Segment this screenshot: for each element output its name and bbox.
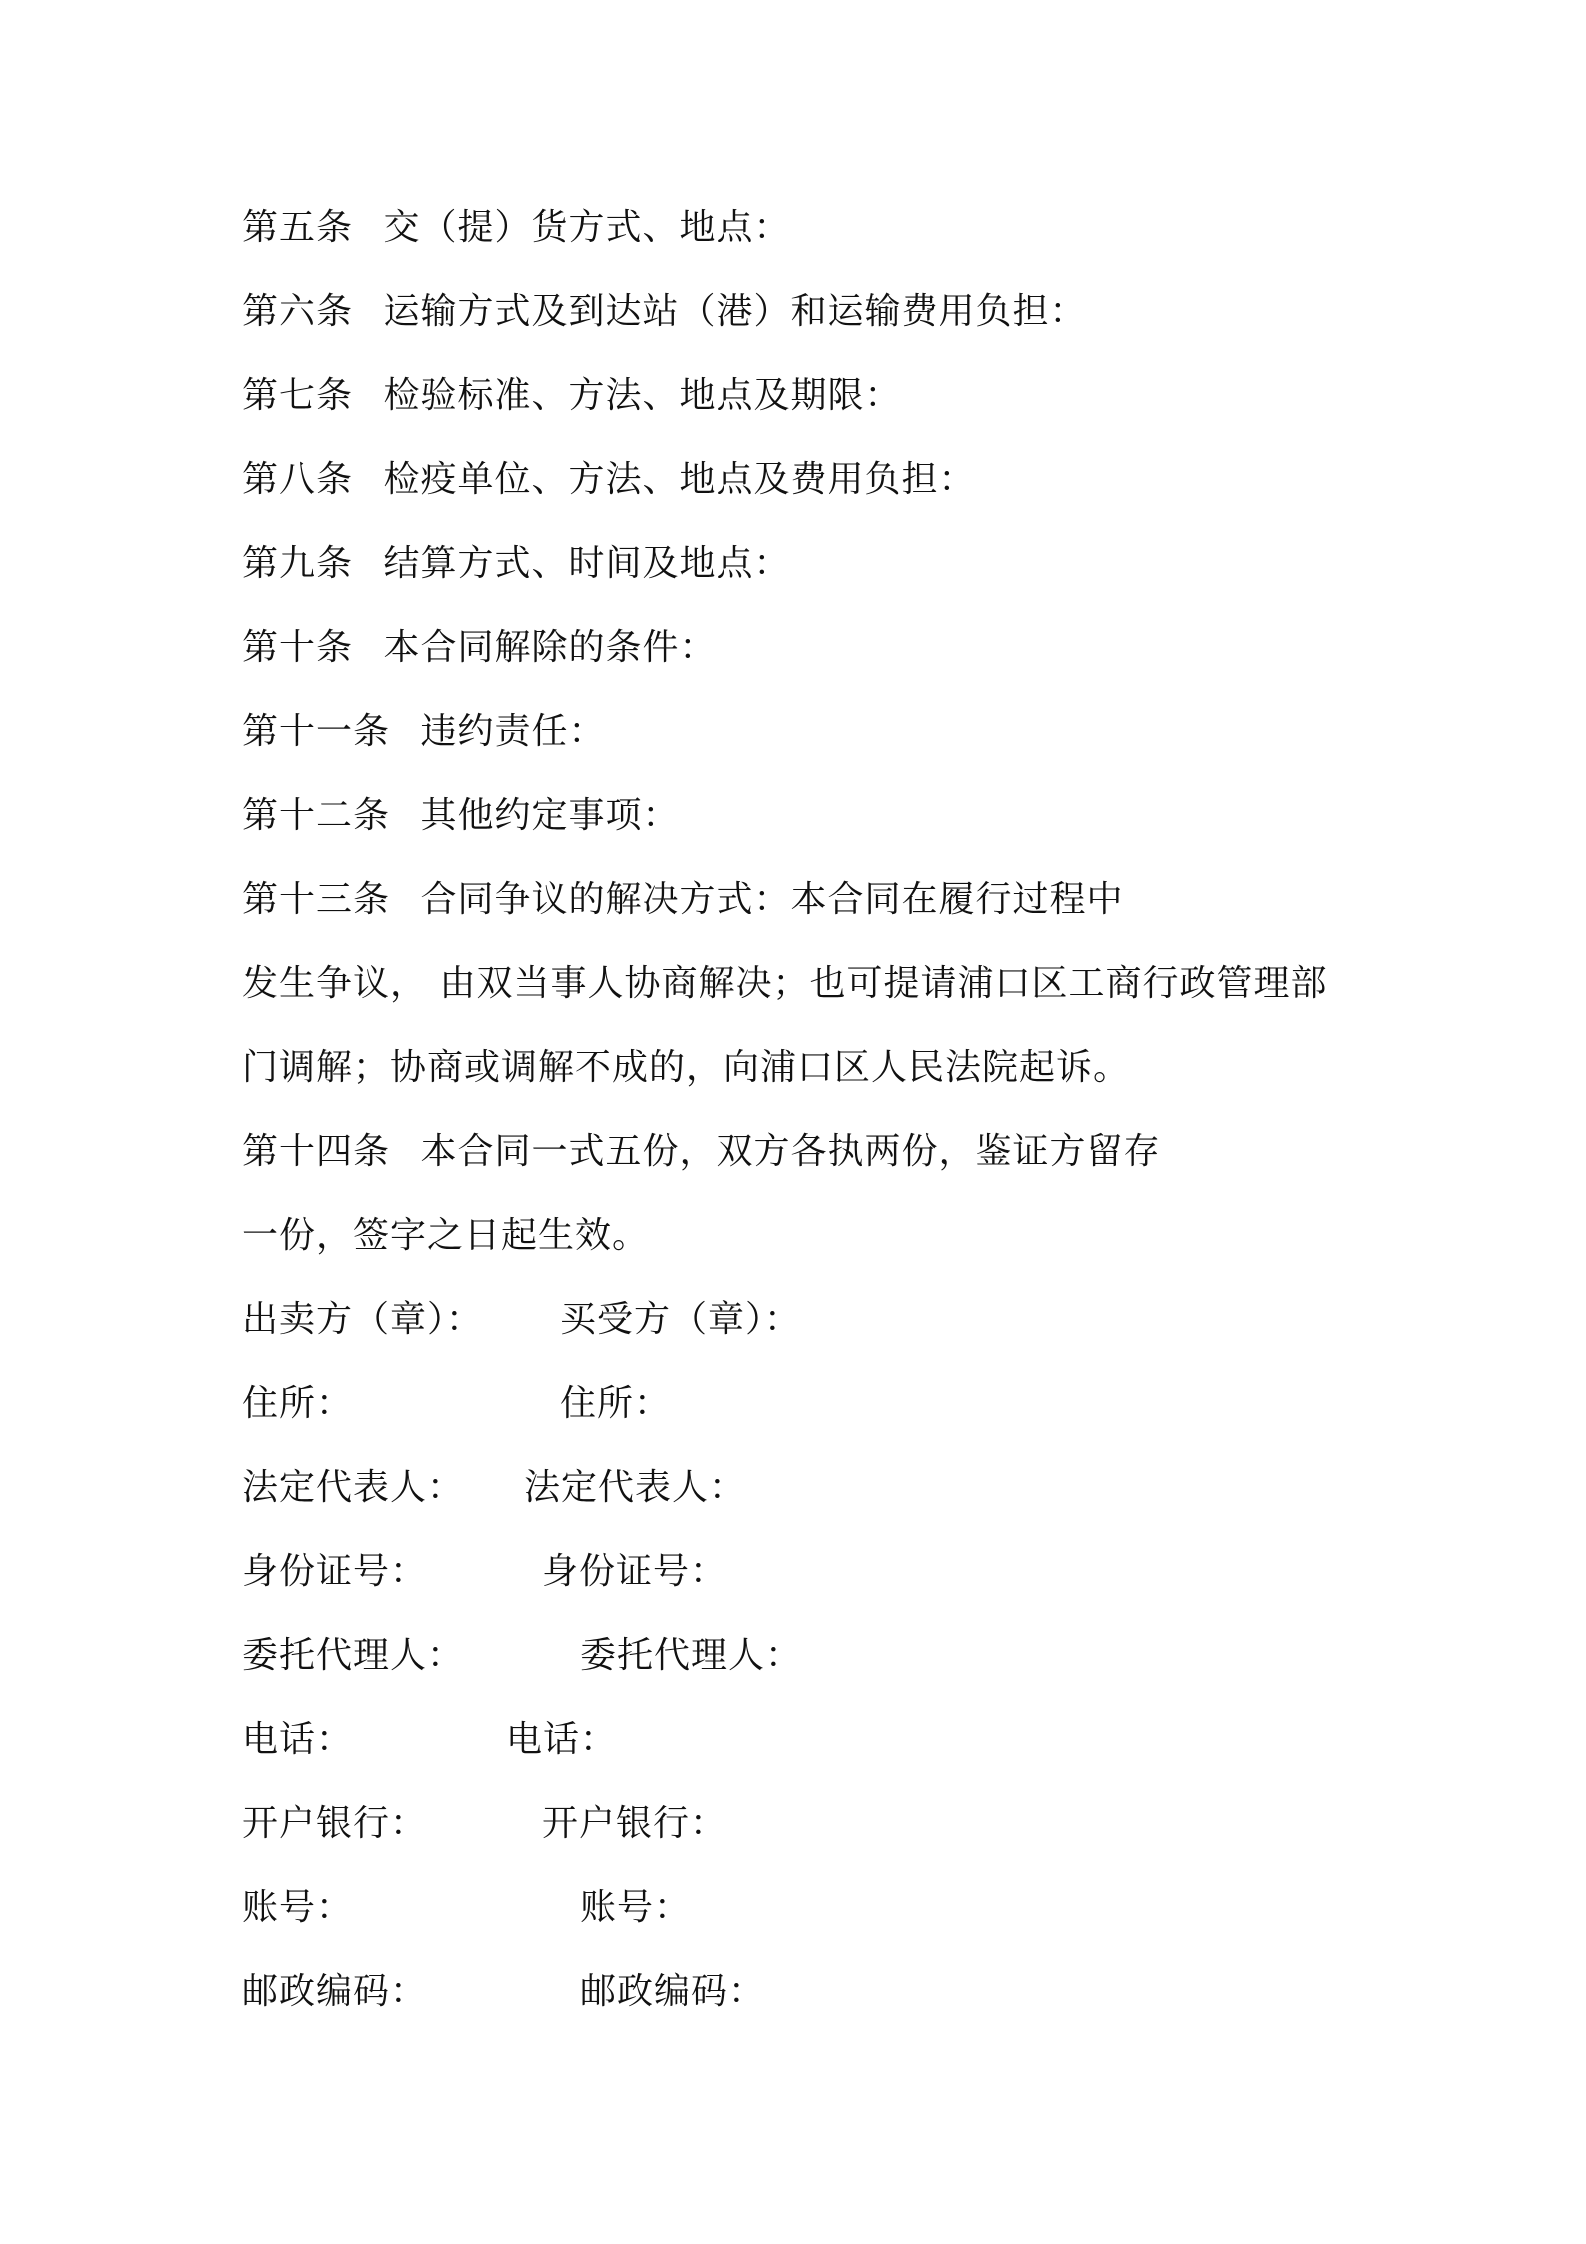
buyer-label: 邮政编码： bbox=[580, 1971, 766, 2012]
article-14 bbox=[242, 1130, 1160, 1174]
buyer-label: 委托代理人： bbox=[580, 1635, 803, 1676]
article-11 bbox=[242, 710, 605, 754]
buyer-label: 电话： bbox=[506, 1719, 618, 1760]
buyer-label: 住所： bbox=[560, 1383, 672, 1424]
signature-row-seal bbox=[242, 1298, 1342, 1342]
article-8 bbox=[242, 458, 975, 502]
signature-row-bank bbox=[242, 1802, 1342, 1846]
article-13-continuation-2 bbox=[242, 1046, 1130, 1090]
signature-row-address bbox=[242, 1382, 1342, 1426]
seller-label: 电话： bbox=[242, 1719, 354, 1760]
buyer-label: 法定代表人： bbox=[524, 1467, 747, 1508]
buyer-label: 开户银行： bbox=[542, 1803, 728, 1844]
seller-label: 开户银行： bbox=[242, 1803, 428, 1844]
article-text: 本合同解除的条件： bbox=[383, 627, 717, 668]
article-9 bbox=[242, 542, 790, 586]
article-number: 第九条 bbox=[242, 543, 354, 584]
article-7 bbox=[242, 374, 901, 418]
seller-label: 出卖方（章）： bbox=[242, 1299, 484, 1340]
article-text: 本合同一式五份，双方各执两份，鉴证方留存 bbox=[420, 1131, 1161, 1172]
article-text: 结算方式、时间及地点： bbox=[383, 543, 791, 584]
seller-label: 法定代表人： bbox=[242, 1467, 465, 1508]
signature-row-id bbox=[242, 1550, 1342, 1594]
article-text: 违约责任： bbox=[420, 711, 606, 752]
article-5 bbox=[242, 206, 790, 250]
article-number: 第六条 bbox=[242, 291, 354, 332]
article-number: 第十一条 bbox=[242, 711, 391, 752]
article-number: 第十三条 bbox=[242, 879, 391, 920]
signature-row-phone bbox=[242, 1718, 1342, 1762]
article-12 bbox=[242, 794, 679, 838]
article-text: 门调解；协商或调解不成的，向浦口区人民法院起诉。 bbox=[242, 1047, 1131, 1088]
seller-label: 身份证号： bbox=[242, 1551, 428, 1592]
article-text: 检疫单位、方法、地点及费用负担： bbox=[383, 459, 976, 500]
buyer-label: 账号： bbox=[580, 1887, 692, 1928]
article-text: 合同争议的解决方式：本合同在履行过程中 bbox=[420, 879, 1124, 920]
seller-label: 邮政编码： bbox=[242, 1971, 428, 2012]
article-text: 交（提）货方式、地点： bbox=[383, 207, 791, 248]
article-number: 第七条 bbox=[242, 375, 354, 416]
article-text: 发生争议， 由双当事人协商解决；也可提请浦口区工商行政管理部 bbox=[242, 963, 1328, 1004]
signature-row-postcode bbox=[242, 1970, 1342, 2014]
article-14-continuation bbox=[242, 1214, 649, 1258]
article-number: 第十四条 bbox=[242, 1131, 391, 1172]
article-text: 检验标准、方法、地点及期限： bbox=[383, 375, 902, 416]
signature-row-account bbox=[242, 1886, 1342, 1930]
article-number: 第十条 bbox=[242, 627, 354, 668]
article-13 bbox=[242, 878, 1123, 922]
seller-label: 委托代理人： bbox=[242, 1635, 465, 1676]
article-6 bbox=[242, 290, 1086, 334]
article-13-continuation-1 bbox=[242, 962, 1327, 1006]
article-number: 第八条 bbox=[242, 459, 354, 500]
buyer-label: 身份证号： bbox=[542, 1551, 728, 1592]
seller-label: 住所： bbox=[242, 1383, 354, 1424]
article-number: 第十二条 bbox=[242, 795, 391, 836]
signature-row-agent bbox=[242, 1634, 1342, 1678]
article-number: 第五条 bbox=[242, 207, 354, 248]
article-10 bbox=[242, 626, 716, 670]
signature-row-legal-rep bbox=[242, 1466, 1342, 1510]
buyer-label: 买受方（章）： bbox=[560, 1299, 802, 1340]
article-text: 运输方式及到达站（港）和运输费用负担： bbox=[383, 291, 1087, 332]
article-text: 其他约定事项： bbox=[420, 795, 680, 836]
article-text: 一份，签字之日起生效。 bbox=[242, 1215, 650, 1256]
seller-label: 账号： bbox=[242, 1887, 354, 1928]
